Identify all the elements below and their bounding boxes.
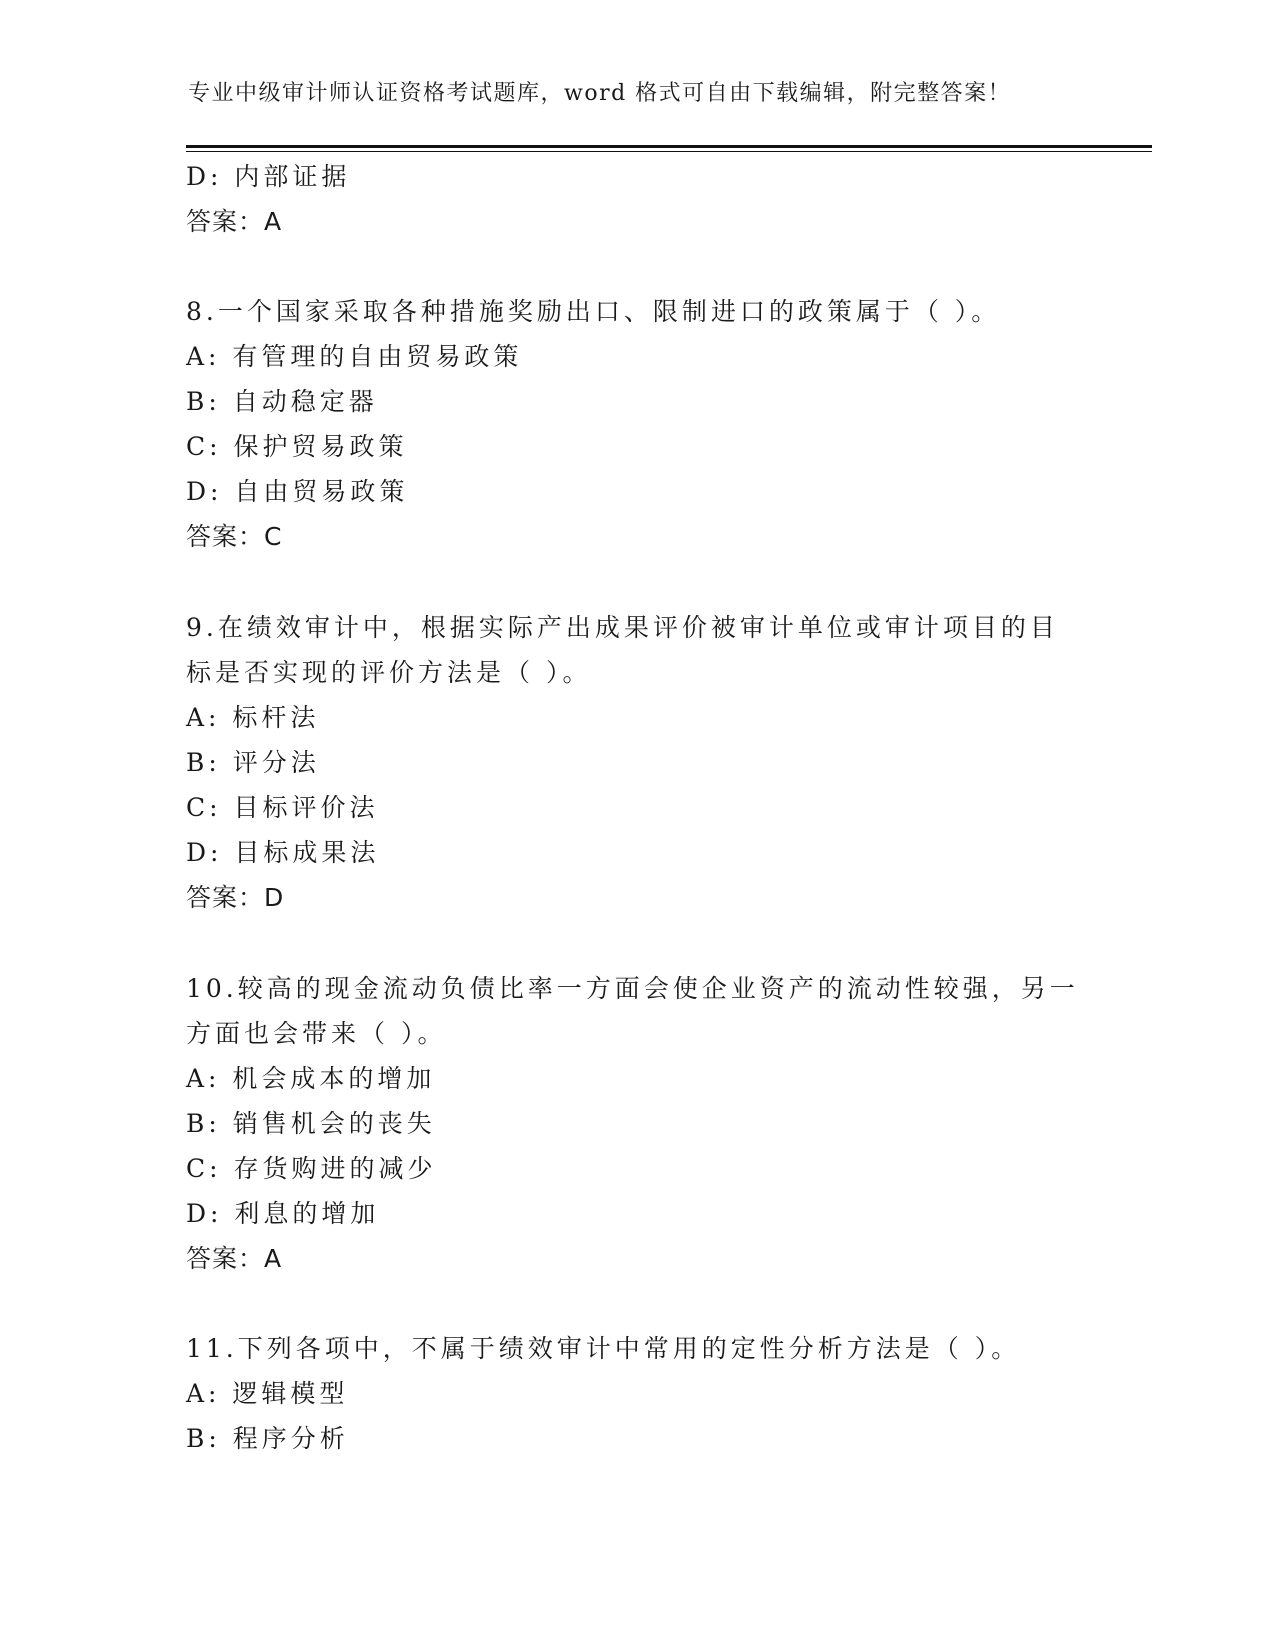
- q9-answer: 答案：D: [186, 883, 285, 912]
- q9-stem-line2: 标是否实现的评价方法是（ ）。: [186, 658, 592, 687]
- q10-option-a: A: 机会成本的增加: [186, 1064, 436, 1093]
- q9-stem-line1: 9.在绩效审计中，根据实际产出成果评价被审计单位或审计项目的目: [186, 613, 1059, 642]
- q9-option-a: A: 标杆法: [186, 703, 320, 732]
- page-header: 专业中级审计师认证资格考试题库，word 格式可自由下载编辑，附完整答案！: [188, 81, 1012, 106]
- q11-option-b: B: 程序分析: [186, 1424, 349, 1453]
- q11-stem: 11.下列各项中，不属于绩效审计中常用的定性分析方法是（ ）。: [186, 1334, 1021, 1363]
- q8-option-c: C: 保护贸易政策: [186, 432, 408, 461]
- header-divider-thin: [186, 151, 1152, 152]
- q10-stem-line2: 方面也会带来（ ）。: [186, 1019, 447, 1048]
- q8-option-a: A: 有管理的自由贸易政策: [186, 342, 523, 371]
- q10-stem-line1: 10.较高的现金流动负债比率一方面会使企业资产的流动性较强，另一: [186, 974, 1079, 1003]
- q9-option-b: B: 评分法: [186, 748, 320, 777]
- q8-stem: 8.一个国家采取各种措施奖励出口、限制进口的政策属于（ ）。: [186, 297, 1001, 326]
- q10-option-d: D: 利息的增加: [186, 1199, 380, 1228]
- q10-answer: 答案：A: [186, 1244, 283, 1273]
- q10-option-b: B: 销售机会的丧失: [186, 1109, 436, 1138]
- q8-option-b: B: 自动稳定器: [186, 387, 378, 416]
- prev-option-d: D: 内部证据: [186, 162, 351, 191]
- header-divider-thick: [186, 145, 1152, 148]
- q8-answer: 答案：C: [186, 522, 283, 551]
- q9-option-d: D: 目标成果法: [186, 838, 380, 867]
- q10-option-c: C: 存货购进的减少: [186, 1154, 437, 1183]
- q9-option-c: C: 目标评价法: [186, 793, 379, 822]
- q8-option-d: D: 自由贸易政策: [186, 477, 409, 506]
- q11-option-a: A: 逻辑模型: [186, 1379, 349, 1408]
- prev-answer: 答案：A: [186, 207, 283, 236]
